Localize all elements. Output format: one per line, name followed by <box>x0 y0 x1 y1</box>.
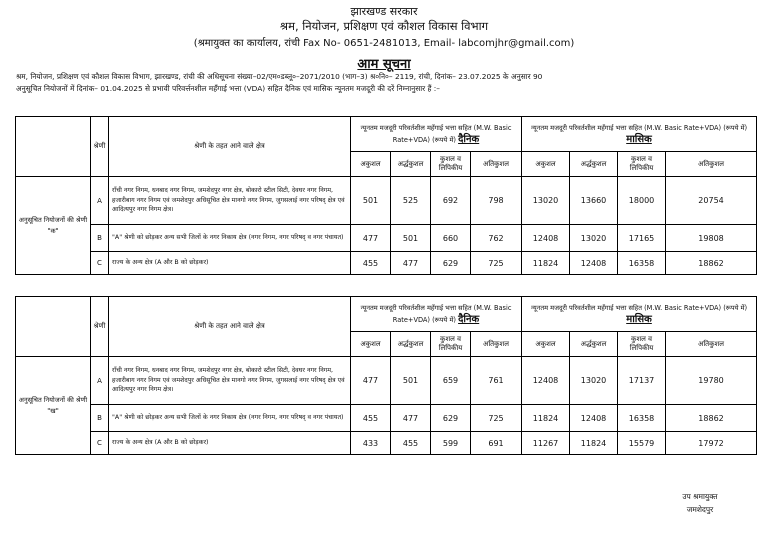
skill-col-highly-skilled: अतिकुशल <box>666 152 757 177</box>
table-row <box>16 252 757 275</box>
department-name: श्रम, नियोजन, प्रशिक्षण एवं कौशल विकास विभाग <box>279 19 489 33</box>
category-cell: C <box>91 252 109 275</box>
col-area-header: श्रेणी के तहत आने वाले क्षेत्र <box>109 297 351 357</box>
daily-wage-cell: 455 <box>391 432 431 455</box>
area-cell: "A" श्रेणी को छोड़कर अन्य सभी जिलों के नगर निकाय क्षेत्र (नगर निगम, नगर परिषद् व नगर पंचायत) <box>109 225 351 252</box>
monthly-wage-cell: 11824 <box>570 432 618 455</box>
daily-wage-cell: 762 <box>471 225 522 252</box>
monthly-wage-cell: 18000 <box>618 177 666 225</box>
daily-wage-cell: 692 <box>431 177 471 225</box>
monthly-wage-cell: 12408 <box>522 225 570 252</box>
col-category-header: श्रेणी <box>91 117 109 177</box>
table-row <box>16 432 757 455</box>
area-cell: "A" श्रेणी को छोड़कर अन्य सभी जिलों के नगर निकाय क्षेत्र (नगर निगम, नगर परिषद् व नगर पंचायत) <box>109 405 351 432</box>
skill-col-skilled: कुशल व लिपिकीय <box>618 332 666 357</box>
monthly-wage-cell: 20754 <box>666 177 757 225</box>
monthly-wage-cell: 13660 <box>570 177 618 225</box>
monthly-wage-cell: 12408 <box>522 357 570 405</box>
monthly-wage-cell: 13020 <box>570 225 618 252</box>
category-cell: B <box>91 405 109 432</box>
daily-wage-cell: 433 <box>351 432 391 455</box>
skill-col-highly-skilled: अतिकुशल <box>471 332 522 357</box>
skill-col-skilled: कुशल व लिपिकीय <box>431 332 471 357</box>
intro-line-1: श्रम, नियोजन, प्रशिक्षण एवं कौशल विकास विभाग, झारखण्ड, रांची की अधिसूचना संख्या–02/एम०डब्लू०–2071/2010 (भाग–3) श्र०नि०– 2119, रांची, दिनांक– 23.07.2025 के अनुसार 90 <box>16 72 543 81</box>
monthly-wage-cell: 16358 <box>618 252 666 275</box>
daily-label: दैनिक <box>458 313 480 325</box>
signature-block <box>650 490 750 516</box>
monthly-wage-cell: 11824 <box>522 252 570 275</box>
category-cell: A <box>91 177 109 225</box>
skill-col-highly-skilled: अतिकुशल <box>471 152 522 177</box>
daily-wage-cell: 629 <box>431 405 471 432</box>
notice-title: आम सूचना <box>357 57 411 72</box>
daily-wage-cell: 659 <box>431 357 471 405</box>
category-cell: A <box>91 357 109 405</box>
skill-col-highly-skilled: अतिकुशल <box>666 332 757 357</box>
office-contact: (श्रमायुक्त का कार्यालय, रांची Fax No- 0651-2481013, Email- labcomjhr@gmail.com) <box>193 38 575 49</box>
daily-wage-cell: 525 <box>391 177 431 225</box>
group-label: अनुसूचित नियोजनों की श्रेणी "ख" <box>16 357 91 455</box>
monthly-wage-cell: 12408 <box>570 405 618 432</box>
monthly-label: मासिक <box>626 313 652 325</box>
signatory-title: उप श्रमायुक्त <box>682 492 718 501</box>
skill-col-unskilled: अकुशल <box>351 152 391 177</box>
skill-col-unskilled: अकुशल <box>522 152 570 177</box>
intro-line-2: अनुसूचित नियोजनों में दिनांक– 01.04.2025 से प्रभावी परिवर्त्तनशील महँगाई भत्ता (VDA) सहित दैनिक एवं मासिक न्यूनतम मजदूरी की दरें निम्नानुसार हैं :– <box>16 84 440 93</box>
skill-col-unskilled: अकुशल <box>351 332 391 357</box>
daily-wage-cell: 725 <box>471 252 522 275</box>
monthly-wage-cell: 12408 <box>570 252 618 275</box>
daily-wage-cell: 501 <box>351 177 391 225</box>
daily-wage-cell: 501 <box>391 357 431 405</box>
daily-wage-cell: 629 <box>431 252 471 275</box>
area-cell: राज्य के अन्य क्षेत्र (A और B को छोड़कर) <box>109 252 351 275</box>
group-label: अनुसूचित नियोजनों की श्रेणी "क" <box>16 177 91 275</box>
category-cell: C <box>91 432 109 455</box>
daily-wage-cell: 691 <box>471 432 522 455</box>
area-cell: रॉंची नगर निगम, धनबाद नगर निगम, जमशेदपुर नगर क्षेत्र, बोकारो स्टील सिटी, देवघर नगर निगम, हजारीबाग नगर निगम एवं जमशेदपुर अधिसूचित क्षेत्र मानगो नगर निगम, जुगसलाई नगर परिषद् क्षेत्र एवं आदित्यपुर नगर निगम क्षेत्र। <box>109 357 351 405</box>
table-row <box>16 405 757 432</box>
table-row <box>16 357 757 405</box>
skill-col-semiskilled: अर्द्धकुशल <box>570 152 618 177</box>
group-header-blank <box>16 297 91 357</box>
monthly-wage-cell: 17972 <box>666 432 757 455</box>
skill-col-unskilled: अकुशल <box>522 332 570 357</box>
monthly-wage-cell: 16358 <box>618 405 666 432</box>
skill-col-semiskilled: अर्द्धकुशल <box>391 332 431 357</box>
monthly-wage-header: न्यूनतम मजदूरी परिवर्तशील महँगाई भत्ता सहित (M.W. Basic Rate+VDA) (रूपये में) मासिक <box>522 297 757 332</box>
daily-wage-cell: 477 <box>391 405 431 432</box>
daily-wage-cell: 725 <box>471 405 522 432</box>
monthly-wage-cell: 11824 <box>522 405 570 432</box>
skill-col-semiskilled: अर्द्धकुशल <box>570 332 618 357</box>
daily-wage-cell: 660 <box>431 225 471 252</box>
daily-wage-cell: 455 <box>351 252 391 275</box>
col-area-header: श्रेणी के तहत आने वाले क्षेत्र <box>109 117 351 177</box>
category-cell: B <box>91 225 109 252</box>
group-header-blank <box>16 117 91 177</box>
skill-col-skilled: कुशल व लिपिकीय <box>431 152 471 177</box>
skill-col-skilled: कुशल व लिपिकीय <box>618 152 666 177</box>
monthly-wage-cell: 18862 <box>666 405 757 432</box>
daily-wage-cell: 501 <box>391 225 431 252</box>
daily-wage-cell: 599 <box>431 432 471 455</box>
daily-wage-cell: 477 <box>351 357 391 405</box>
area-cell: राज्य के अन्य क्षेत्र (A और B को छोड़कर) <box>109 432 351 455</box>
table-row <box>16 177 757 225</box>
monthly-wage-cell: 17137 <box>618 357 666 405</box>
monthly-wage-cell: 15579 <box>618 432 666 455</box>
daily-wage-header: न्यूनतम मजदूरी परिवर्तशील महँगाई भत्ता सहित (M.W. Basic Rate+VDA) (रूपये में) दैनिक <box>351 117 522 152</box>
monthly-wage-cell: 11267 <box>522 432 570 455</box>
daily-wage-cell: 798 <box>471 177 522 225</box>
daily-wage-cell: 761 <box>471 357 522 405</box>
monthly-wage-cell: 17165 <box>618 225 666 252</box>
monthly-wage-cell: 13020 <box>522 177 570 225</box>
wage-table-ka <box>15 116 757 275</box>
monthly-wage-cell: 18862 <box>666 252 757 275</box>
monthly-wage-cell: 19808 <box>666 225 757 252</box>
monthly-wage-cell: 19780 <box>666 357 757 405</box>
area-cell: रॉंची नगर निगम, धनबाद नगर निगम, जमशेदपुर नगर क्षेत्र, बोकारो स्टील सिटी, देवघर नगर निगम, हजारीबाग नगर निगम एवं जमशेदपुर अधिसूचित क्षेत्र मानगो नगर निगम, जुगसलाई नगर परिषद् क्षेत्र एवं आदित्यपुर नगर निगम क्षेत्र। <box>109 177 351 225</box>
col-category-header: श्रेणी <box>91 297 109 357</box>
daily-wage-cell: 477 <box>351 225 391 252</box>
daily-label: दैनिक <box>458 133 480 145</box>
skill-col-semiskilled: अर्द्धकुशल <box>391 152 431 177</box>
daily-wage-header: न्यूनतम मजदूरी परिवर्तशील महँगाई भत्ता सहित (M.W. Basic Rate+VDA) (रूपये में) दैनिक <box>351 297 522 332</box>
government-name: झारखण्ड सरकार <box>350 5 418 18</box>
signatory-place: जमशेदपुर <box>686 505 714 514</box>
table-row <box>16 225 757 252</box>
wage-table-kha <box>15 296 757 455</box>
daily-wage-cell: 455 <box>351 405 391 432</box>
monthly-wage-cell: 13020 <box>570 357 618 405</box>
monthly-label: मासिक <box>626 133 652 145</box>
daily-wage-cell: 477 <box>391 252 431 275</box>
monthly-wage-header: न्यूनतम मजदूरी परिवर्तशील महँगाई भत्ता सहित (M.W. Basic Rate+VDA) (रूपये में) मासिक <box>522 117 757 152</box>
